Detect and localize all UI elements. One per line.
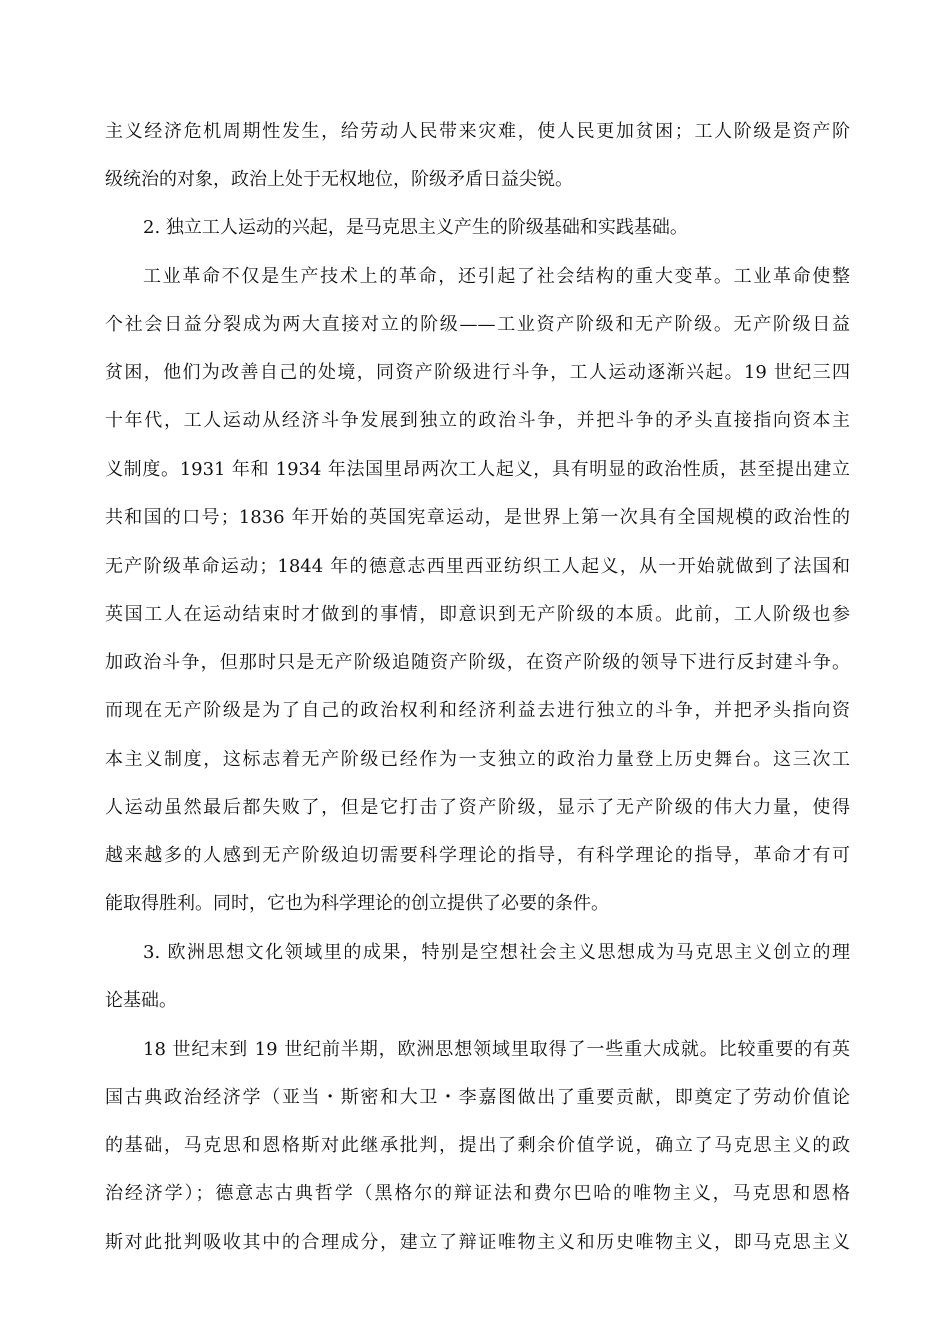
text-line: 人运动虽然最后都失败了，但是它打击了资产阶级，显示了无产阶级的伟大力量，使得 [105,797,850,818]
text-line: 英国工人在运动结束时才做到的事情，即意识到无产阶级的本质。此前，工人阶级也参 [105,604,850,625]
text-line: 加政治斗争，但那时只是无产阶级追随资产阶级，在资产阶级的领导下进行反封建斗争。 [105,652,850,673]
text-line: 贫困，他们为改善自己的处境，同资产阶级进行斗争，工人运动逐渐兴起。19 世纪三四 [105,362,850,383]
section-heading: 3. 欧洲思想文化领域里的成果，特别是空想社会主义思想成为马克思主义创立的理 [143,942,850,963]
text-line: 共和国的口号；1836 年开始的英国宪章运动，是世界上第一次具有全国规模的政治性的 [105,507,850,528]
text-line: 义制度。1931 年和 1934 年法国里昂两次工人起义，具有明显的政治性质，甚至提出建立 [105,459,850,480]
text-line: 十年代，工人运动从经济斗争发展到独立的政治斗争，并把斗争的矛头直接指向资本主 [105,410,850,431]
text-line: 无产阶级革命运动；1844 年的德意志西里西亚纺织工人起义，从一开始就做到了法国和 [105,556,850,577]
text-line: 治经济学）；德意志古典哲学（黑格尔的辩证法和费尔巴哈的唯物主义，马克思和恩格 [105,1183,850,1204]
text-line: 工业革命不仅是生产技术上的革命，还引起了社会结构的重大变革。工业革命使整 [143,266,850,287]
text-line: 国古典政治经济学（亚当・斯密和大卫・李嘉图做出了重要贡献，即奠定了劳动价值论 [105,1087,850,1108]
text-line: 本主义制度，这标志着无产阶级已经作为一支独立的政治力量登上历史舞台。这三次工 [105,749,850,770]
text-line: 的基础，马克思和恩格斯对此继承批判，提出了剩余价值学说，确立了马克思主义的政 [105,1135,850,1156]
text-line: 个社会日益分裂成为两大直接对立的阶级——工业资产阶级和无产阶级。无产阶级日益 [105,314,850,335]
text-line: 18 世纪末到 19 世纪前半期，欧洲思想领域里取得了一些重大成就。比较重要的有英 [143,1039,850,1060]
text-line: 而现在无产阶级是为了自己的政治权利和经济利益去进行独立的斗争，并把矛头指向资 [105,700,850,721]
text-line: 越来越多的人感到无产阶级迫切需要科学理论的指导，有科学理论的指导，革命才有可 [105,845,850,866]
text-line: 论基础。 [105,990,177,1011]
text-line: 级统治的对象，政治上处于无权地位，阶级矛盾日益尖锐。 [105,169,573,190]
text-line: 主义经济危机周期性发生，给劳动人民带来灾难，使人民更加贫困；工人阶级是资产阶 [105,121,850,142]
section-heading: 2. 独立工人运动的兴起，是马克思主义产生的阶级基础和实践基础。 [143,217,688,238]
text-line: 能取得胜利。同时，它也为科学理论的创立提供了必要的条件。 [105,893,609,914]
text-line: 斯对此批判吸收其中的合理成分，建立了辩证唯物主义和历史唯物主义，即马克思主义 [105,1232,850,1253]
